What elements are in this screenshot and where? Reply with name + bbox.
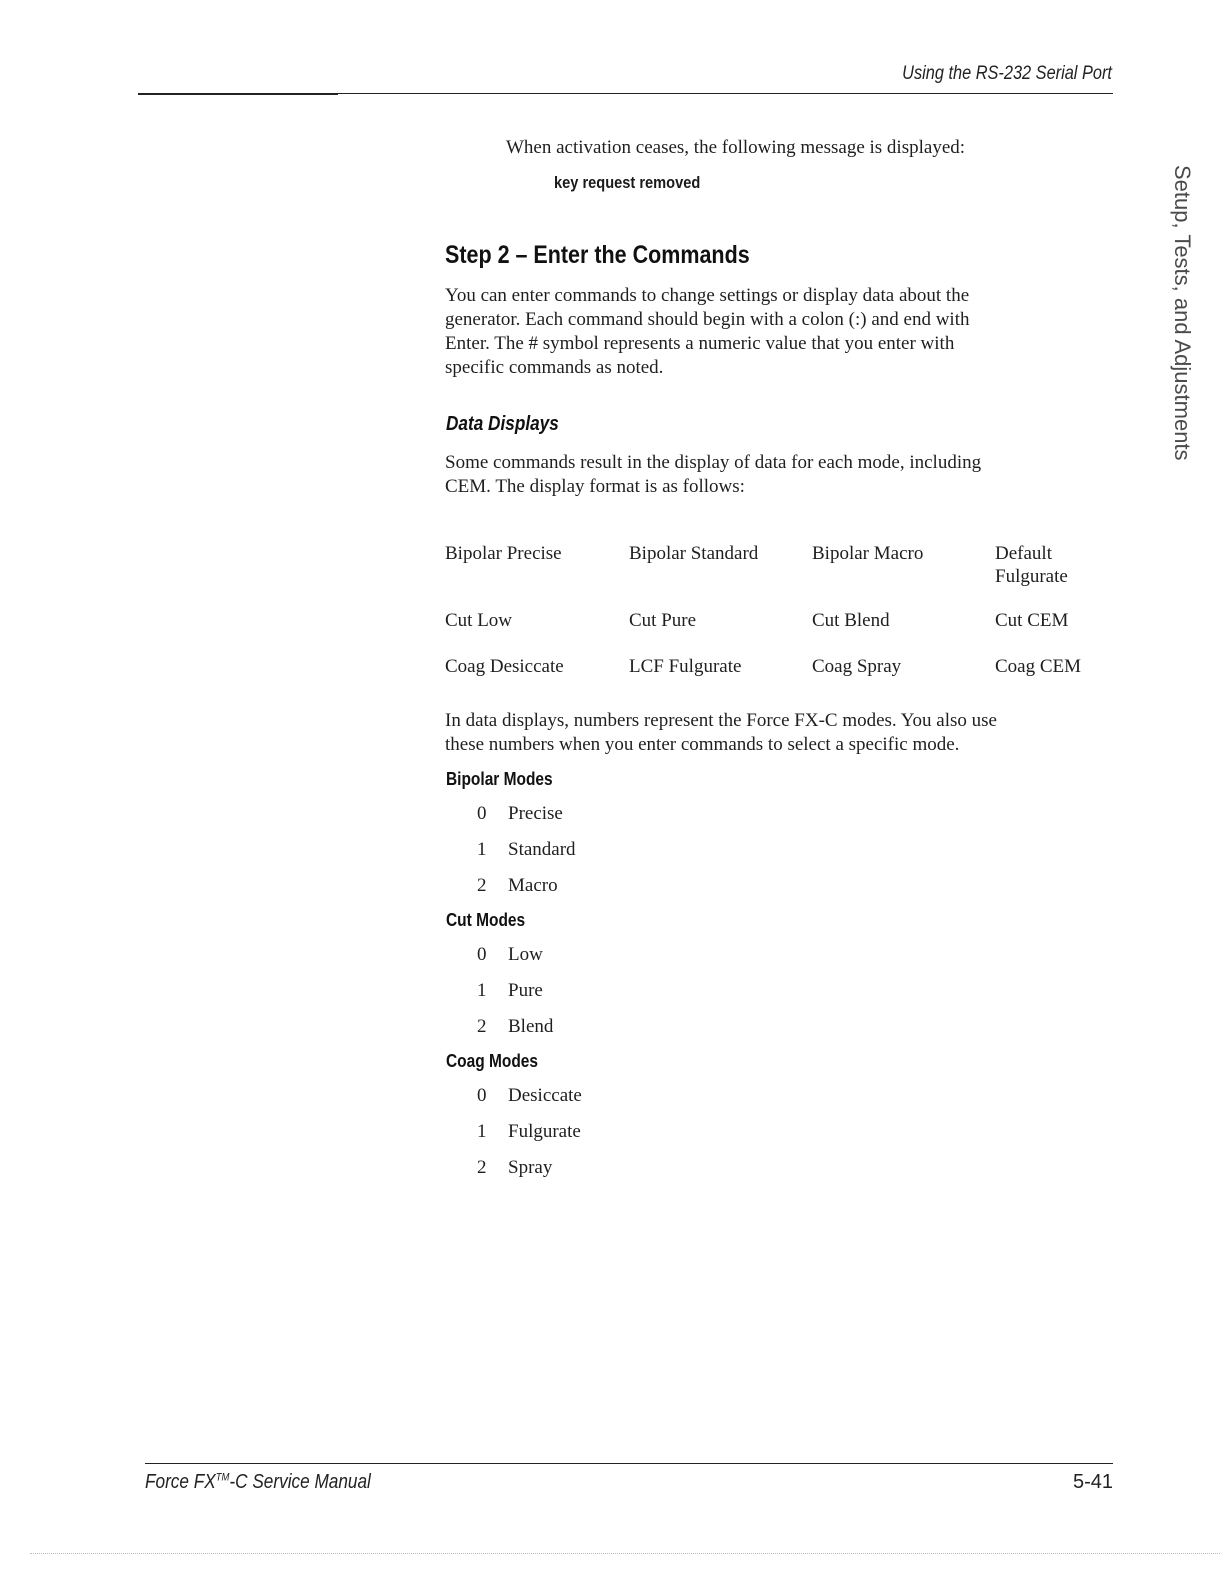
format-cell: Coag Desiccate [445, 656, 564, 677]
running-header [800, 63, 1112, 85]
format-cell: Bipolar Standard [629, 543, 759, 564]
paragraph-line: these numbers when you enter commands to select a specific mode. [445, 734, 960, 755]
data-displays-heading [446, 413, 577, 436]
group-heading-text: Bipolar Modes [446, 769, 553, 789]
mode-number: 1 [477, 980, 487, 1001]
mode-name: Low [508, 944, 543, 965]
format-cell: Cut Pure [629, 610, 697, 631]
mode-number: 1 [477, 839, 487, 860]
paragraph-line: Enter. The # symbol represents a numeric value that you enter with [445, 333, 955, 354]
scan-edge [30, 1553, 1220, 1554]
cut-modes-heading [446, 910, 538, 931]
mode-number: 2 [477, 1157, 487, 1178]
group-heading-text: Coag Modes [446, 1051, 539, 1071]
footer-rule [145, 1463, 1113, 1464]
paragraph-line: generator. Each command should begin with a colon (:) and end with [445, 309, 970, 330]
step-paragraph [445, 284, 1105, 380]
mode-name: Pure [508, 980, 543, 1001]
format-cell: Bipolar Macro [812, 543, 924, 564]
numbers-paragraph [445, 709, 1115, 757]
group-heading-text: Cut Modes [446, 910, 526, 930]
mode-number: 0 [477, 1085, 487, 1106]
mode-number: 0 [477, 803, 487, 824]
mode-name: Blend [508, 1016, 554, 1037]
step-heading [445, 241, 799, 270]
mode-number: 1 [477, 1121, 487, 1142]
mode-number: 2 [477, 1016, 487, 1037]
mode-name: Desiccate [508, 1085, 582, 1106]
header-rule-accent [138, 93, 338, 95]
paragraph-line: CEM. The display format is as follows: [445, 476, 745, 497]
format-cell: Default [995, 543, 1052, 564]
mode-name: Spray [508, 1157, 553, 1178]
side-tab-label: Setup, Tests, and Adjustments [1170, 165, 1195, 461]
intro-text: When activation ceases, the following message is displayed: [506, 137, 966, 158]
key-request-message [554, 173, 724, 193]
format-cell: Fulgurate [995, 566, 1068, 587]
mode-number: 2 [477, 875, 487, 896]
format-cell: Coag CEM [995, 656, 1082, 677]
mode-name: Macro [508, 875, 558, 896]
data-displays-heading-text: Data Displays [446, 413, 559, 435]
paragraph-line: In data displays, numbers represent the Force FX-C modes. You also use [445, 710, 997, 731]
trademark-mark: TM [215, 1471, 230, 1484]
data-displays-paragraph [445, 451, 1105, 499]
mode-number: 0 [477, 944, 487, 965]
format-cell: Cut Blend [812, 610, 890, 631]
mode-name: Precise [508, 803, 563, 824]
format-cell: Cut CEM [995, 610, 1069, 631]
mode-name: Fulgurate [508, 1121, 581, 1142]
paragraph-line: specific commands as noted. [445, 357, 664, 378]
format-cell: Coag Spray [812, 656, 902, 677]
footer-title-prefix: Force FX [145, 1471, 216, 1493]
footer-title-suffix: -C Service Manual [229, 1471, 371, 1493]
paragraph-line: Some commands result in the display of data for each mode, including [445, 452, 982, 473]
running-header-title: Using the RS-232 Serial Port [902, 63, 1112, 84]
footer-title-text [145, 1471, 371, 1494]
coag-modes-heading [446, 1051, 553, 1072]
paragraph-line: You can enter commands to change settings or display data about the [445, 285, 970, 306]
page-number: 5-41 [1072, 1471, 1113, 1493]
mode-name: Standard [508, 839, 576, 860]
message-text: key request removed [554, 173, 701, 192]
format-cell: Cut Low [445, 610, 513, 631]
step-heading-text: Step 2 – Enter the Commands [445, 241, 750, 269]
format-cell: LCF Fulgurate [629, 656, 742, 677]
bipolar-modes-heading [446, 769, 570, 790]
format-cell: Bipolar Precise [445, 543, 562, 564]
footer-title [145, 1471, 408, 1494]
